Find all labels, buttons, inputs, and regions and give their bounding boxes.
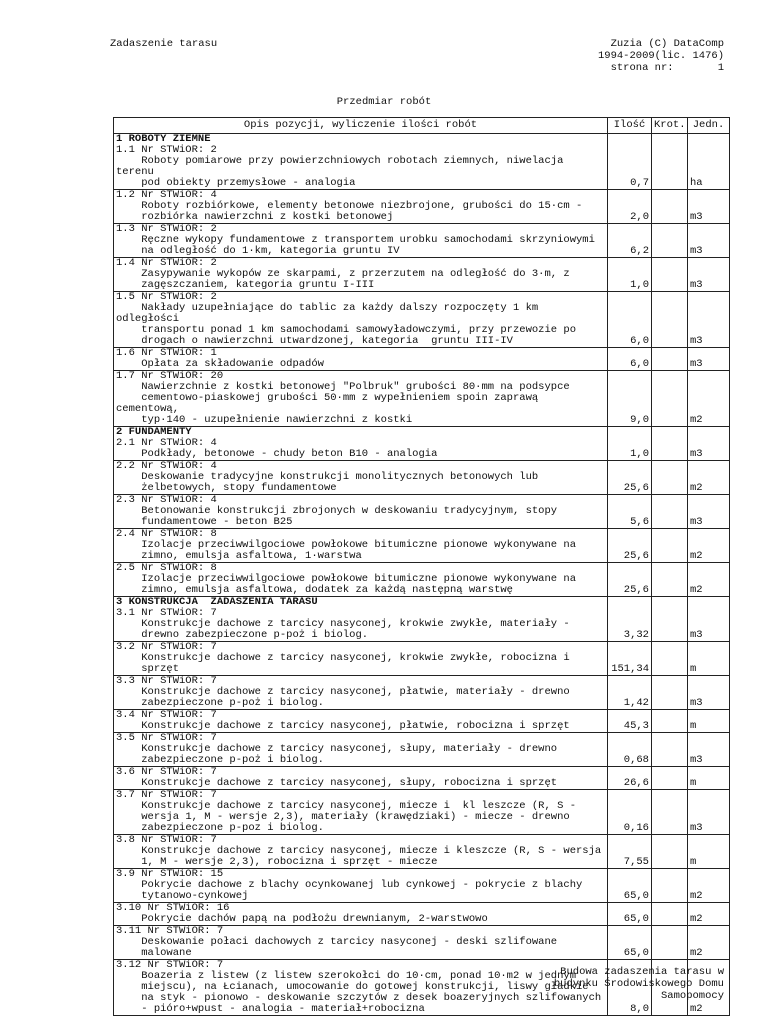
item-quantity: 0,7 <box>608 145 652 190</box>
table-row <box>114 438 730 461</box>
column-header-quantity: Ilość <box>608 118 652 134</box>
item-multiplier <box>652 926 688 960</box>
item-multiplier <box>652 642 688 676</box>
item-unit: m3 <box>688 495 730 529</box>
item-multiplier <box>652 903 688 926</box>
item-unit: m3 <box>688 608 730 642</box>
table-row <box>114 371 730 427</box>
item-unit: m <box>688 835 730 869</box>
item-description: 1.7 Nr STWiOR: 20 Nawierzchnie z kostki betonowej "Polbruk" grubości 80·mm na podsypce cementowo-piaskowej grubości 50·mm z wypełnieniem spoin zaprawą cementową, typ·140 - uzupełnienie nawierzchni z kostki <box>114 371 608 427</box>
item-unit: m3 <box>688 348 730 371</box>
item-description: 1 ROBOTY ZIEMNE <box>114 134 608 146</box>
item-unit <box>688 134 730 146</box>
item-unit: m2 <box>688 529 730 563</box>
item-description: 1.1 Nr STWiOR: 2 Roboty pomiarowe przy powierzchniowych robotach ziemnych, niwelacja terenu pod obiekty przemysłowe - analogia <box>114 145 608 190</box>
table-row <box>114 145 730 190</box>
item-description: 1.3 Nr STWiOR: 2 Ręczne wykopy fundamentowe z transportem urobku samochodami skrzyniowymi na odległość do 1·km, kategoria gruntu IV <box>114 224 608 258</box>
item-quantity: 8,0 <box>608 960 652 1016</box>
item-multiplier <box>652 134 688 146</box>
item-unit: m2 <box>688 461 730 495</box>
item-multiplier <box>652 767 688 790</box>
item-unit: m3 <box>688 224 730 258</box>
item-quantity <box>608 134 652 146</box>
item-quantity: 1,0 <box>608 438 652 461</box>
item-multiplier <box>652 835 688 869</box>
item-quantity: 26,6 <box>608 767 652 790</box>
column-header-multiplier: Krot. <box>652 118 688 134</box>
item-quantity: 65,0 <box>608 903 652 926</box>
table-row <box>114 190 730 224</box>
column-header-unit: Jedn. <box>688 118 730 134</box>
item-quantity <box>608 427 652 439</box>
table-row <box>114 563 730 597</box>
item-quantity: 1,42 <box>608 676 652 710</box>
item-unit <box>688 427 730 439</box>
table-row <box>114 767 730 790</box>
item-multiplier <box>652 869 688 903</box>
item-unit: m2 <box>688 960 730 1016</box>
table-row <box>114 710 730 733</box>
item-multiplier <box>652 563 688 597</box>
item-description: 1.5 Nr STWiOR: 2 Nakłady uzupełniające do tablic za każdy dalszy rozpoczęty 1 km odległości transportu ponad 1 km samochodami samowyładowczymi, przy przewozie po drogach o nawierzchni utwardzonej, kategoria gruntu III-IV <box>114 292 608 348</box>
item-multiplier <box>652 190 688 224</box>
item-multiplier <box>652 371 688 427</box>
item-description: 3.8 Nr STWiOR: 7 Konstrukcje dachowe z tarcicy nasyconej, miecze i kleszcze (R, S - wersja 1, M - wersje 2,3), robocizna i sprzęt - miecze <box>114 835 608 869</box>
item-multiplier <box>652 710 688 733</box>
item-quantity: 1,0 <box>608 258 652 292</box>
item-quantity: 65,0 <box>608 869 652 903</box>
item-description: 3.2 Nr STWiOR: 7 Konstrukcje dachowe z tarcicy nasyconej, krokwie zwykłe, robocizna i sprzęt <box>114 642 608 676</box>
item-quantity: 6,0 <box>608 348 652 371</box>
item-quantity: 151,34 <box>608 642 652 676</box>
item-unit: ha <box>688 145 730 190</box>
item-description: 1.4 Nr STWiOR: 2 Zasypywanie wykopów ze skarpami, z przerzutem na odległość do 3·m, z zagęszczaniem, kategoria gruntu I-III <box>114 258 608 292</box>
item-description: 3.1 Nr STWiOR: 7 Konstrukcje dachowe z tarcicy nasyconej, krokwie zwykłe, materiały - drewno zabezpieczone p-poż i biolog. <box>114 608 608 642</box>
footer-line: Samopomocy <box>660 990 724 1002</box>
item-unit: m3 <box>688 733 730 767</box>
item-unit: m <box>688 767 730 790</box>
item-description: 3.10 Nr STWiOR: 16 Pokrycie dachów papą na podłożu drewnianym, 2-warstwowo <box>114 903 608 926</box>
item-multiplier <box>652 733 688 767</box>
item-description: 3.12 Nr STWiOR: 7 Boazeria z listew (z listew szerokołci do 10·cm, ponad 10·m2 w jednym miejscu), na Łcianach, umocowanie do gotowej konstrukcji, liswy gładkie na styk - pionowo - deskowanie szczytów z desek boazeryjnych szlifowanych - pióro+wpust - analogia - materiał+robocizna <box>114 960 608 1016</box>
item-quantity: 65,0 <box>608 926 652 960</box>
item-description: 2.5 Nr STWiOR: 8 Izolacje przeciwwilgociowe powłokowe bitumiczne pionowe wykonywane na zimno, emulsja asfaltowa, dodatek za każdą następną warstwę <box>114 563 608 597</box>
item-unit: m3 <box>688 676 730 710</box>
item-multiplier <box>652 529 688 563</box>
item-unit: m <box>688 710 730 733</box>
item-description: 2 FUNDAMENTY <box>114 427 608 439</box>
header-license-line: 1994-2009(lic. 1476) <box>597 50 724 62</box>
table-row <box>114 258 730 292</box>
item-multiplier <box>652 676 688 710</box>
item-description: 1.2 Nr STWiOR: 4 Roboty rozbiórkowe, elementy betonowe niezbrojone, grubości do 15·cm - rozbiórka nawierzchni z kostki betonowej <box>114 190 608 224</box>
item-quantity: 3,32 <box>608 608 652 642</box>
item-description: 2.4 Nr STWiOR: 8 Izolacje przeciwwilgociowe powłokowe bitumiczne pionowe wykonywane na zimno, emulsja asfaltowa, 1·warstwa <box>114 529 608 563</box>
table-row <box>114 292 730 348</box>
item-multiplier <box>652 348 688 371</box>
item-quantity <box>608 597 652 609</box>
item-multiplier <box>652 145 688 190</box>
table-row <box>114 495 730 529</box>
item-description: 3.11 Nr STWiOR: 7 Deskowanie połaci dachowych z tarcicy nasyconej - deski szlifowane malowane <box>114 926 608 960</box>
item-description: 3.3 Nr STWiOR: 7 Konstrukcje dachowe z tarcicy nasyconej, płatwie, materiały - drewno zabezpieczone p-poż i biolog. <box>114 676 608 710</box>
table-row <box>114 529 730 563</box>
item-quantity: 45,3 <box>608 710 652 733</box>
table-row <box>114 642 730 676</box>
bill-of-quantities-table <box>113 117 730 1016</box>
table-row <box>114 835 730 869</box>
item-description: 3.7 Nr STWiOR: 7 Konstrukcje dachowe z tarcicy nasyconej, miecze i kl leszcze (R, S - wersja 1, M - wersje 2,3), materiały (krawędziaki) - miecze - drewno zabezpieczone p-poz i biolog. <box>114 790 608 835</box>
item-quantity: 6,0 <box>608 292 652 348</box>
item-unit: m <box>688 642 730 676</box>
item-description: 3.4 Nr STWiOR: 7 Konstrukcje dachowe z tarcicy nasyconej, płatwie, robocizna i sprzęt <box>114 710 608 733</box>
item-multiplier <box>652 292 688 348</box>
item-quantity: 2,0 <box>608 190 652 224</box>
item-multiplier <box>652 224 688 258</box>
footer-line: Budowa zadaszenia tarasu w <box>560 966 724 978</box>
item-unit: m2 <box>688 563 730 597</box>
item-quantity: 25,6 <box>608 461 652 495</box>
item-quantity: 9,0 <box>608 371 652 427</box>
document-header-right <box>598 38 724 74</box>
item-quantity: 6,2 <box>608 224 652 258</box>
document-footer <box>524 966 724 1002</box>
footer-line: budynku Środowiskowego Domu <box>553 978 724 990</box>
page-title: Przedmiar robót <box>336 96 432 108</box>
table-row <box>114 926 730 960</box>
table-header-row <box>114 118 730 134</box>
header-software-line: Zuzia (C) DataComp <box>610 38 724 50</box>
column-header-description: Opis pozycji, wyliczenie ilości robót <box>114 118 608 134</box>
item-unit: m3 <box>688 790 730 835</box>
item-multiplier <box>652 427 688 439</box>
item-quantity: 25,6 <box>608 563 652 597</box>
item-unit: m3 <box>688 190 730 224</box>
document-header-left: Zadaszenie tarasu <box>110 38 218 50</box>
item-description: 3.5 Nr STWiOR: 7 Konstrukcje dachowe z tarcicy nasyconej, słupy, materiały - drewno zabezpieczone p-poż i biolog. <box>114 733 608 767</box>
item-multiplier <box>652 495 688 529</box>
table-row <box>114 348 730 371</box>
table-row <box>114 676 730 710</box>
item-description: 3.6 Nr STWiOR: 7 Konstrukcje dachowe z tarcicy nasyconej, słupy, robocizna i sprzęt <box>114 767 608 790</box>
table-row <box>114 608 730 642</box>
table-row <box>114 733 730 767</box>
item-description: 1.6 Nr STWiOR: 1 Opłata za składowanie odpadów <box>114 348 608 371</box>
item-multiplier <box>652 438 688 461</box>
item-multiplier <box>652 608 688 642</box>
item-quantity: 7,55 <box>608 835 652 869</box>
item-quantity: 0,68 <box>608 733 652 767</box>
item-unit: m3 <box>688 292 730 348</box>
item-unit <box>688 597 730 609</box>
item-description: 3.9 Nr STWiOR: 15 Pokrycie dachowe z blachy ocynkowanej lub cynkowej - pokrycie z blachy tytanowo-cynkowej <box>114 869 608 903</box>
item-description: 2.3 Nr STWiOR: 4 Betonowanie konstrukcji zbrojonych w deskowaniu tradycyjnym, stopy fundamentowe - beton B25 <box>114 495 608 529</box>
item-unit: m2 <box>688 926 730 960</box>
table-row <box>114 790 730 835</box>
item-quantity: 5,6 <box>608 495 652 529</box>
item-unit: m3 <box>688 258 730 292</box>
item-description: 2.1 Nr STWiOR: 4 Podkłady, betonowe - chudy beton B10 - analogia <box>114 438 608 461</box>
table-row <box>114 903 730 926</box>
item-description: 2.2 Nr STWiOR: 4 Deskowanie tradycyjne konstrukcji monolitycznych betonowych lub żelbetowych, stopy fundamentowe <box>114 461 608 495</box>
item-quantity: 25,6 <box>608 529 652 563</box>
item-unit: m2 <box>688 869 730 903</box>
item-description: 3 KONSTRUKCJA ZADASZENIA TARASU <box>114 597 608 609</box>
table-row <box>114 869 730 903</box>
header-page-number: strona nr: 1 <box>610 62 724 74</box>
item-quantity: 0,16 <box>608 790 652 835</box>
item-multiplier <box>652 597 688 609</box>
item-unit: m2 <box>688 903 730 926</box>
table-row <box>114 224 730 258</box>
item-unit: m3 <box>688 438 730 461</box>
item-unit: m2 <box>688 371 730 427</box>
table-row <box>114 461 730 495</box>
item-multiplier <box>652 790 688 835</box>
item-multiplier <box>652 461 688 495</box>
item-multiplier <box>652 258 688 292</box>
